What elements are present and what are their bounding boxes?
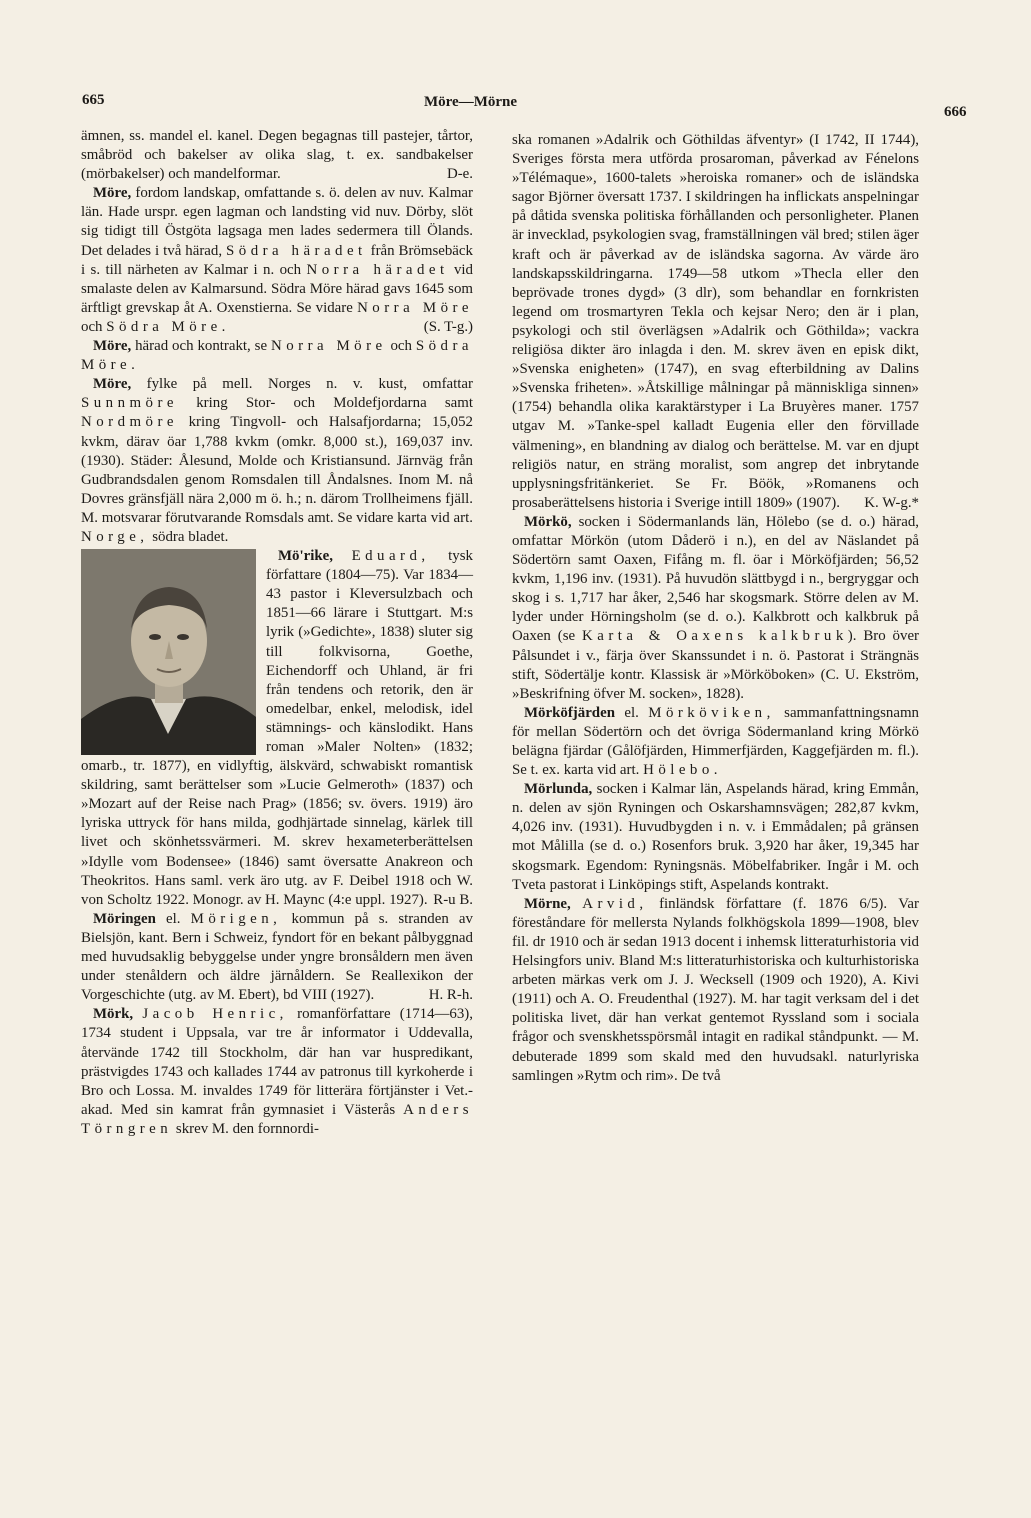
signature: K. W-g.*: [864, 494, 919, 511]
right-column: [512, 131, 919, 1086]
headword: Möre,: [93, 185, 132, 202]
left-column: [81, 127, 473, 1139]
entry-morike: Mö'rike, Eduard, tysk författare (1804—75). Var 1834—43 pastor i Kleversulzbach och 1851—66 lärare i Stuttgart. M:s lyrik (»Gedichte», 1838) sluter sig till folkvisorna, Goethe, Eichendorff och Uhland, är fri från tendens och retorik, den är omedelbar, enkel, melodisk, idel stämnings- och känslodikt. Hans roman »Maler Nolten» (1832; omarb., tr. 1877), en vidlyftig, älskvärd, schwabiskt romantisk skildring, samt berättelser som »Lucie Gelmeroth» (1837) och »Mozart auf der Reise nach Prag» (1856; sv. övers. 1919) äro lyriska uttryck för hans milda, godhjärtade sinnelag, kärlek till livet och skönhetssvärmeri. M. skrev hexameterberättelsen »Idylle vom Bodensee» (1846) samt översatte Anakreon och Theokritos. Hans saml. verk äro utg. av F. Deibel 1918 och W. von Scholtz 1922. Monogr. av H. Maync (4:e uppl. 1927). R-u B.: [81, 547, 473, 910]
entry-morkofjarden: Mörköfjärden el. Mörköviken, sammanfattningsnamn för mellan Södertörn och det övriga Södermanland kring Mörkö belägna fjärdar (Gålöfjärden, Himmerfjärden, Kaggefjärden m. fl.). Se t. ex. karta vid art. Hölebo.: [512, 704, 919, 779]
entry-morne: Mörne, Arvid, finländsk författare (f. 1876 6/5). Var föreståndare för mellersta Nylands folkhögskola 1899—1908, blev fil. dr 1910 och är sedan 1913 docent i inhemsk litteraturhistoria vid Helsingfors univ. Bland M:s litteraturhistoriska och kulturhistoriska arbeten märkas verk om J. J. Wecksell (1909 och 1920), A. Kivi (1911) och A. O. Freudenthal (1927). M. har tagit verksam del i det politiska livet, där han verkat gentemot Ryssland som i sociala frågor och svenskhetsspörsmål intagit en radikal ståndpunkt. — M. debuterade 1899 som skald med den huvudsakl. naturlyriska samlingen »Rytm och rim». De två: [512, 895, 919, 1084]
headword: Mörlunda,: [524, 781, 593, 798]
headword: Mörkö,: [524, 513, 572, 530]
signature: H. R-h.: [428, 987, 473, 1004]
entry-morko: Mörkö, socken i Södermanlands län, Hölebo (se d. o.) härad, omfattar Mörkön (utom Dåderö i n.), en del av Näslandet på Södertörn samt Oaxen, Fifång m. fl. öar i Mörköfjärden; 56,52 kvkm, 1,196 inv. (1931). På huvudön slättbygd i n., bergryggar och skog i s. 1,717 har åker, 2,546 har skogsmark. Större delen av M. lyder under Hörningsholm (se d. o.). Kalkbrott och kalkbruk på Oaxen (se Karta & Oaxens kalkbruk). Bro över Pålsundet i v., färja över Skanssundet i n. ö. Pastorat i Strängnäs stift, Södertälje kontr. Klassisk är »Mörköboken» (C. U. Ekström, »Beskrifning öfver M. socken», 1828).: [512, 513, 920, 702]
portrait-illustration: [81, 549, 256, 755]
portrait-morike: [81, 549, 256, 755]
headword: Möre,: [93, 376, 132, 393]
headword: Mö'rike,: [278, 548, 333, 565]
page-number-left: 665: [82, 92, 105, 108]
signature: R-u B.: [433, 891, 473, 908]
headword: Mörköfjärden: [524, 704, 615, 721]
headword: Möringen: [93, 910, 156, 927]
signature: D-e.: [446, 166, 473, 183]
entry-moringen: Möringen el. Mörigen, kommun på s. stranden av Bielsjön, kant. Bern i Schweiz, fyndort för en bekant pålbyggnad med huvudsaklig bebyggelse under yngre bronsåldern men även under stenåldern och äldre järnåldern. Se Reallexikon der Vorgeschichte (utg. av M. Ebert), bd VIII (1927). H. R-h.: [81, 910, 473, 1005]
entry-more-fylke: Möre, fylke på mell. Norges n. v. kust, omfattar Sunnmöre kring Stor- och Moldefjordarna samt Nordmöre kring Tingvoll- och Halsafjordarna; 15,052 kvkm, därav öar 1,788 kvkm (omkr. 8,000 st.), 169,037 inv. (1930). Städer: Ålesund, Molde och Kristiansund. Järnväg från Gudbrandsdalen genom Romsdalen till Åndalsnes. Inom M. nå Dovres gränsfjäll nära 2,000 m ö. h.; n. därom Trollheimens fjäll. M. motsvarar förutvarande Romsdals amt. Se vidare karta vid art. Norge, södra bladet.: [81, 376, 474, 545]
headword: Möre,: [93, 338, 132, 355]
entry-more-landskap: Möre, fordom landskap, omfattande s. ö. delen av nuv. Kalmar län. Hade urspr. egen lagman och landsting vid nuv. Dörby, slöt sig tidigt till Östgöta lagsaga men lades sedermera till Ölands. Det delades i två härad, Södra häradet från Brömsebäck i s. till närheten av Kalmar i n. och Norra häradet vid smalaste delen av Kalmarsund. Södra Möre härad gavs 1645 som ärftligt grevskap åt A. Oxenstierna. Se vidare Norra Möre och Södra Möre. (S. T-g.): [81, 184, 473, 337]
entry-more-harad: Möre, härad och kontrakt, se Norra Möre och Södra Möre.: [81, 338, 473, 374]
headword: Mörne,: [524, 895, 571, 912]
entry-mork: Mörk, Jacob Henric, romanförfattare (1714—63), 1734 student i Uppsala, var tre år informator i Uddevalla, återvände 1742 till Stockholm, där han var huspredikant, prästvigdes 1743 och kallades 1744 av patronus till kyrkoherde i Bro och Lossa. M. invaldes 1749 för litterära förtjänster i Vet.-akad. Med sin kamrat från gymnasiet i Västerås Anders Törngren skrev M. den fornnordi-: [81, 1006, 473, 1137]
page-number-right: 666: [944, 104, 967, 120]
signature: (S. T-g.): [423, 318, 473, 335]
entry-morlunda: Mörlunda, socken i Kalmar län, Aspelands härad, kring Emmån, n. delen av sjön Ryningen och Oskarshamnsvägen; 282,87 kvkm, 4,026 inv. (1931). Huvudbygden i n. v. i Emmådalen; på gränsen mot Målilla (se d. o.) Rosenfors bruk. 3,920 har åker, 19,345 har skogsmark. Egendom: Ryningsnäs. Möbelfabriker. Ingår i M. och Tveta pastorat i Linköpings stift, Aspelands kontrakt.: [512, 781, 919, 893]
entry-mork-continuation: ska romanen »Adalrik och Göthildas äfventyr» (I 1742, II 1744), Sveriges första mera utförda prosaroman, påverkad av Fénelons »Télémaque», 1600-talets »heroiska romaner» och de isländska sagor Björner översatt 1737. I skildringen ha inflickats anspelningar på dåtida svenska politiska förhållanden och personligheter. Planen är invecklad, psykologien svag, framställningen väl bred; stilen äger kraft och är påverkad av de isländska sagorna. Av värde äro landskapsskildringarna. 1749—58 utkom »Thecla eller den beprövade trones dygd» (3 dlr), som behandlar en fornkristen legend om trosmartyren Tekla och kejsar Nero; den är i plan, psykologi och stil överlägsen »Adalrik och Göthilda»; vackra religiösa dikter äro inlagda i den. M. skrev även en episk dikt, »Svenska enigheten» (1747), en svag efterbildning av Dalins »Svenska friheten». »Åtskillige målningar på människliga sinnen» (1754) behandla olika karaktärstyper i La Bruyères maner. 1757 utgav M. »Tanke-spel kalladt Eugenia eller den förvillade välmening», en blandning av dialog och berättelse. M. var en djupt religiös natur, en sträng moralist, som angrep det inbrytande upplysningsfritänkeriet. Se Fr. Böök, »Romanens och prosaberättelsens historia i Sverige intill 1809» (1907). K. W-g.*: [512, 131, 919, 513]
running-head: Möre—Mörne: [424, 94, 518, 110]
entry-continuation: ämnen, ss. mandel el. kanel. Degen begagnas till pastejer, tårtor, småbröd och bakelser av olika slag, t. ex. sandbakelser (mörbakelser) och mandelformar. D-e.: [81, 127, 473, 184]
headword: Mörk,: [93, 1006, 134, 1023]
